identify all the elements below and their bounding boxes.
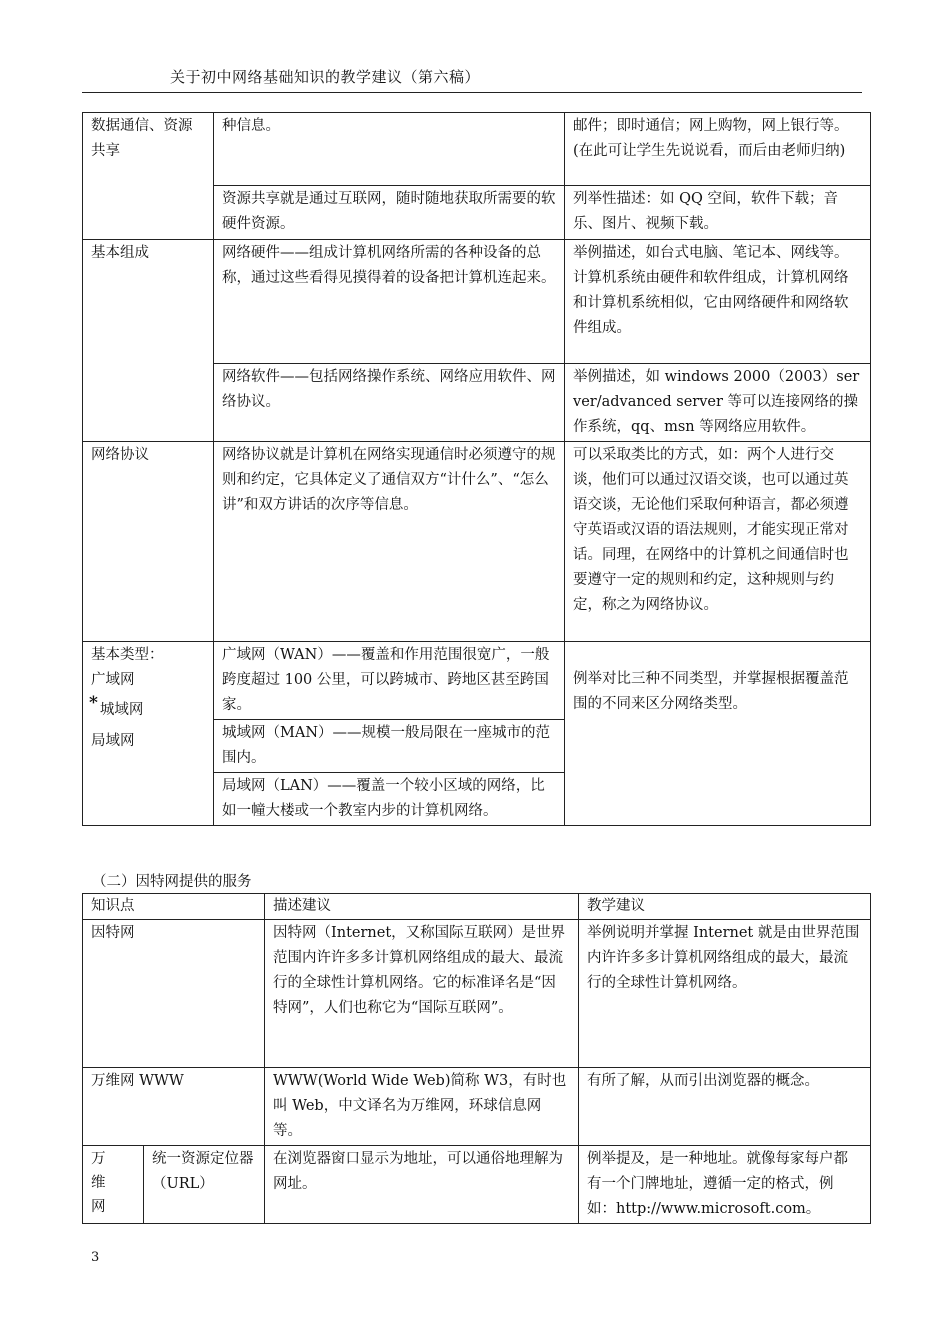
advice-types bbox=[565, 642, 871, 826]
page-number: 3 bbox=[91, 1250, 100, 1265]
desc-wan: 广域网（WAN）——覆盖和作用范围很宽广，一般跨度超过 100 公里，可以跨城市、跨地区甚至跨国家。 bbox=[214, 642, 565, 720]
desc-man: 城域网（MAN）——规模一般局限在一座城市的范围内。 bbox=[214, 720, 565, 773]
topic-protocol: 网络协议 bbox=[83, 442, 214, 642]
header-rule bbox=[82, 92, 862, 93]
topic-www-char-1: 万 bbox=[91, 1151, 106, 1167]
desc-data-comm: 种信息。 bbox=[214, 113, 565, 186]
topic-data-comm: 数据通信、资源共享 bbox=[83, 113, 214, 240]
section-title-internet-services: （二）因特网提供的服务 bbox=[92, 874, 252, 890]
desc-protocol: 网络协议就是计算机在网络实现通信时必须遵守的规则和约定，它具体定义了通信双方“计什么”、“怎么讲”和双方讲话的次序等信息。 bbox=[214, 442, 565, 642]
desc-internet: 因特网（Internet，又称国际互联网）是世界范围内许许多多计算机网络组成的最大、最流行的全球性计算机网络。它的标准译名是“因特网”，人们也称它为“国际互联网”。 bbox=[265, 920, 579, 1068]
desc-url: 在浏览器窗口显示为地址，可以通俗地理解为网址。 bbox=[265, 1146, 579, 1224]
desc-software: 网络软件——包括网络操作系统、网络应用软件、网络协议。 bbox=[214, 364, 565, 442]
topic-types-title: 基本类型： bbox=[91, 647, 164, 663]
header-description: 描述建议 bbox=[265, 894, 579, 920]
header-teaching: 教学建议 bbox=[579, 894, 871, 920]
advice-url: 例举提及，是一种地址。就像每家每户都有一个门牌地址，遵循一定的格式，例如：http://www.microsoft.com。 bbox=[579, 1146, 871, 1224]
topic-www: 万维网 WWW bbox=[83, 1068, 265, 1146]
topic-internet: 因特网 bbox=[83, 920, 265, 1068]
advice-hardware-example: 举例描述，如台式电脑、笔记本、网线等。 bbox=[573, 245, 849, 261]
asterisk-mark: * bbox=[89, 693, 98, 713]
desc-www: WWW(World Wide Web)简称 W3，有时也叫 Web，中文译名为万维网，环球信息网等。 bbox=[265, 1068, 579, 1146]
page-header-title: 关于初中网络基础知识的教学建议（第六稿） bbox=[170, 68, 481, 86]
topic-url: 统一资源定位器（URL） bbox=[144, 1146, 265, 1224]
internet-services-table bbox=[82, 893, 871, 1224]
desc-hardware: 网络硬件——组成计算机网络所需的各种设备的总称，通过这些看得见摸得着的设备把计算机连起来。 bbox=[214, 240, 565, 364]
advice-www: 有所了解，从而引出浏览器的概念。 bbox=[579, 1068, 871, 1146]
network-basics-table bbox=[82, 112, 871, 826]
advice-hardware bbox=[565, 240, 871, 364]
desc-resource-sharing: 资源共享就是通过互联网，随时随地获取所需要的软硬件资源。 bbox=[214, 186, 565, 240]
advice-protocol: 可以采取类比的方式，如：两个人进行交谈，他们可以通过汉语交谈，也可以通过英语交谈，无论他们采取何种语言，都必须遵守英语或汉语的语法规则，才能实现正常对话。同理，在网络中的计算机之间通信时也要遵守一定的规则和约定，这种规则与约定，称之为网络协议。 bbox=[565, 442, 871, 642]
advice-types-text: 例举对比三种不同类型，并掌握根据覆盖范围的不同来区分网络类型。 bbox=[573, 671, 849, 712]
topic-types-wan: 广域网 bbox=[91, 672, 135, 688]
header-knowledge-point: 知识点 bbox=[83, 894, 265, 920]
advice-internet: 举例说明并掌握 Internet 就是由世界范围内许许多多计算机网络组成的最大，最流行的全球性计算机网络。 bbox=[579, 920, 871, 1068]
topic-www-char-2: 维 bbox=[91, 1175, 106, 1191]
advice-hardware-system: 计算机系统由硬件和软件组成，计算机网络和计算机系统相似，它由网络硬件和网络软件组成。 bbox=[573, 270, 849, 336]
advice-data-comm: 邮件；即时通信；网上购物，网上银行等。(在此可让学生先说说看，而后由老师归纳) bbox=[565, 113, 871, 186]
topic-components: 基本组成 bbox=[83, 240, 214, 442]
topic-types-lan: 局域网 bbox=[91, 733, 135, 749]
topic-www-vertical bbox=[83, 1146, 144, 1224]
desc-lan: 局域网（LAN）——覆盖一个较小区域的网络，比如一幢大楼或一个教室内步的计算机网络。 bbox=[214, 773, 565, 826]
advice-resource-sharing: 列举性描述：如 QQ 空间，软件下载；音乐、图片、视频下载。 bbox=[565, 186, 871, 240]
topic-www-char-3: 网 bbox=[91, 1199, 106, 1215]
advice-software: 举例描述，如 windows 2000（2003）server/advanced server 等可以连接网络的操作系统，qq、msn 等网络应用软件。 bbox=[565, 364, 871, 442]
topic-types bbox=[83, 642, 214, 826]
topic-types-man: 城域网 bbox=[99, 702, 144, 718]
